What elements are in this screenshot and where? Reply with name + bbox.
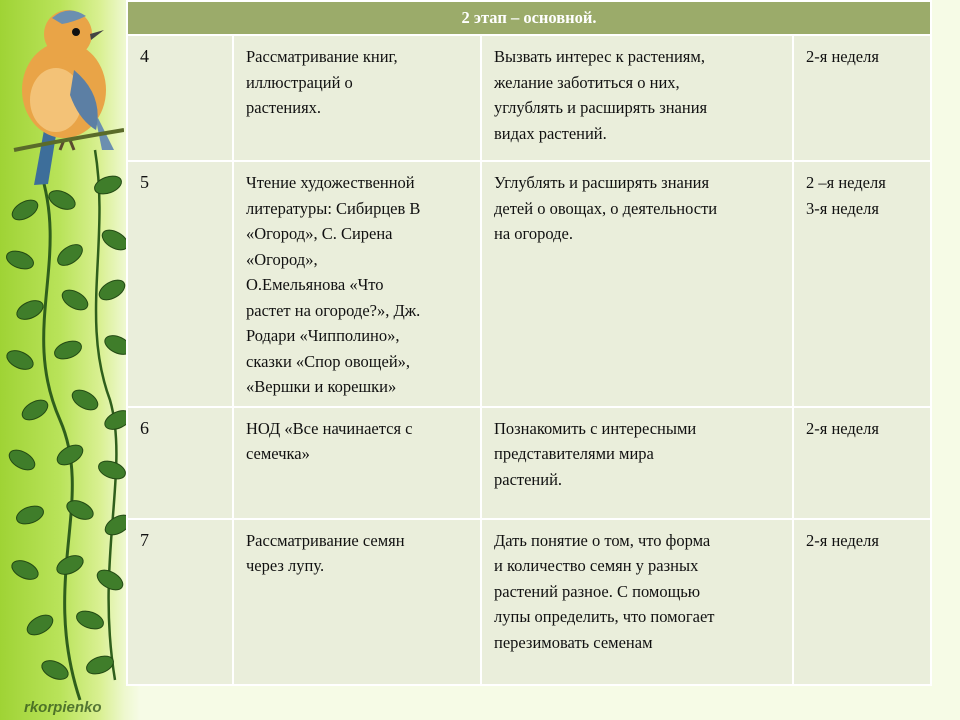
watermark: rkorpienko <box>24 699 102 716</box>
goal-cell: Познакомить с интересными представителями мира растений. <box>481 407 793 519</box>
row-number: 6 <box>127 407 233 519</box>
period-cell: 2-я неделя <box>793 35 931 161</box>
table-row <box>127 519 931 685</box>
activity-cell: НОД «Все начинается с семечка» <box>233 407 481 519</box>
period-cell: 2 –я неделя 3-я неделя <box>793 161 931 407</box>
period-cell: 2-я неделя <box>793 407 931 519</box>
activity-cell: Рассматривание книг, иллюстраций о растениях. <box>233 35 481 161</box>
goal-cell: Вызвать интерес к растениям, желание заботиться о них, углублять и расширять знания видах растений. <box>481 35 793 161</box>
plan-table <box>126 0 932 686</box>
table-row <box>127 407 931 519</box>
activity-cell: Рассматривание семян через лупу. <box>233 519 481 685</box>
row-number: 4 <box>127 35 233 161</box>
stage-header: 2 этап – основной. <box>127 1 931 35</box>
table-row <box>127 35 931 161</box>
period-cell: 2-я неделя <box>793 519 931 685</box>
plan-table-container <box>126 0 930 680</box>
goal-cell: Дать понятие о том, что форма и количество семян у разных растений разное. С помощью лупы определить, что помогает перезимовать семенам <box>481 519 793 685</box>
goal-cell: Углублять и расширять знания детей о овощах, о деятельности на огороде. <box>481 161 793 407</box>
activity-cell: Чтение художественной литературы: Сибирцев В «Огород», С. Сирена «Огород», О.Емельянова «Что растет на огороде?», Дж. Родари «Чипполино», сказки «Спор овощей», «Вершки и корешки» <box>233 161 481 407</box>
row-number: 7 <box>127 519 233 685</box>
table-row <box>127 161 931 407</box>
bird-illustration <box>4 0 124 190</box>
row-number: 5 <box>127 161 233 407</box>
